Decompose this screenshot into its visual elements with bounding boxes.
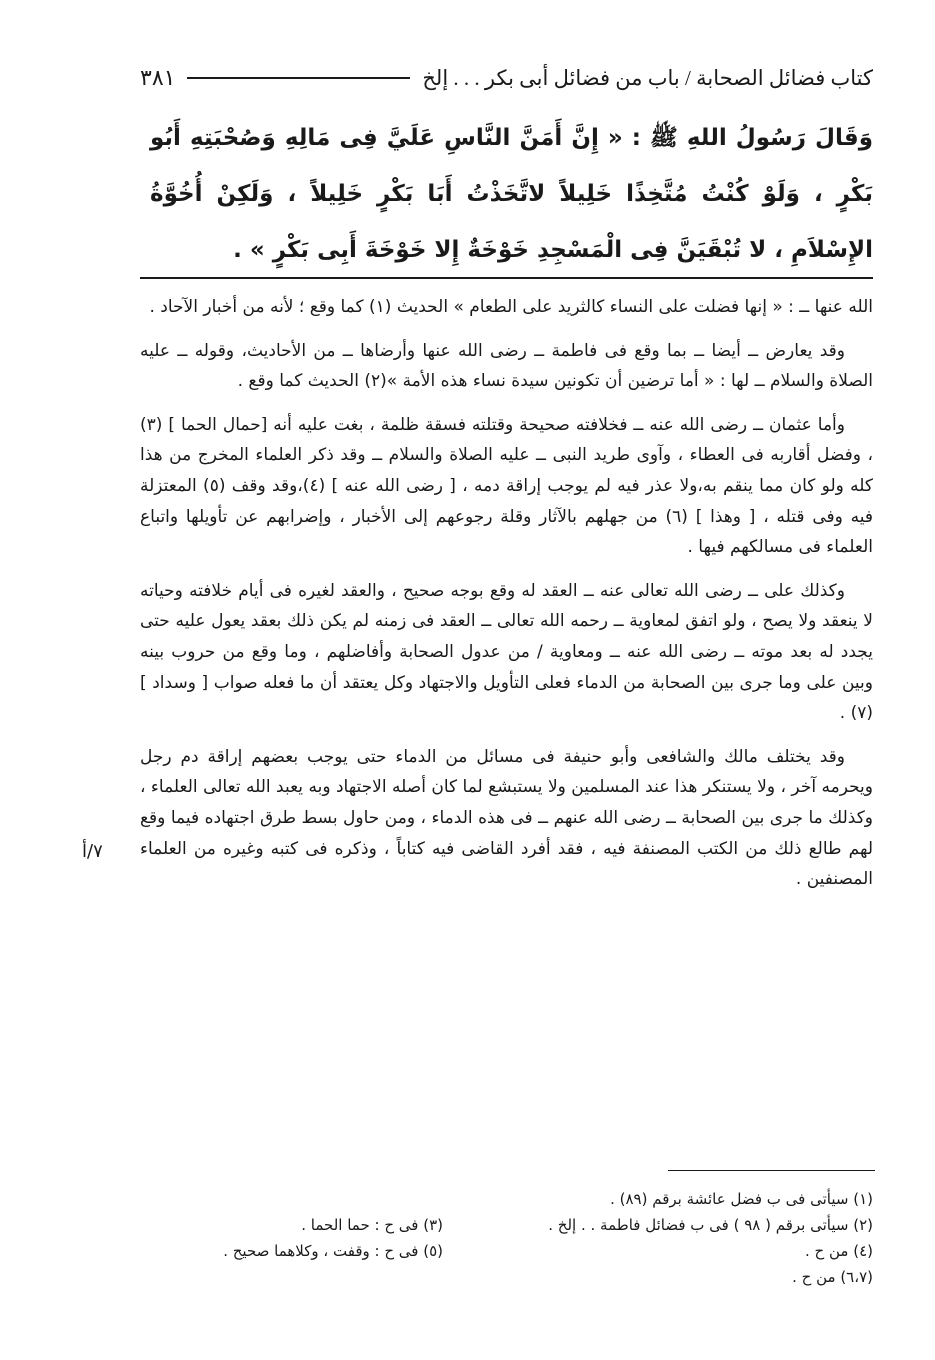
footnote: (١) سيأتى فى ب فضل عائشة برقم (٨٩) .	[610, 1190, 873, 1208]
footnote: (٣) فى ح : حما الحما .	[301, 1216, 443, 1234]
footnotes-column-right	[513, 1186, 873, 1290]
commentary-body	[140, 292, 873, 908]
footnote: (٤) من ح .	[805, 1242, 873, 1260]
footnote: (٦،٧) من ح .	[792, 1268, 873, 1286]
page-number: ٣٨١	[140, 65, 176, 90]
hadith-text: وَقَالَ رَسُولُ اللهِ ﷺ : « إِنَّ أَمَنَّ النَّاسِ عَلَيَّ فِى مَالِهِ وَصُحْبَتِهِ أَبُو بَكْرٍ ، وَلَوْ كُنْتُ مُتَّخِذًا خَلِيلاً لاتَّخَذْتُ أَبَا بَكْرٍ خَلِيلاً ، وَلَكِنْ أُخُوَّةُ الإِسْلاَمِ ، لا تُبْقَيَنَّ فِى الْمَسْجِدِ خَوْخَةٌ إِلا خَوْخَةَ أَبِى بَكْرٍ » .	[150, 125, 873, 263]
footnote-rule	[668, 1170, 875, 1171]
paragraph: وقد يعارض ــ أيضا ــ بما وقع فى فاطمة ــ رضى الله عنها وأرضاها ــ من الأحاديث، وقوله ــ عليه الصلاة والسلام ــ لها : « أما ترضين أن تكونين سيدة نساء هذه الأمة »(٢) الحديث كما وقع .	[140, 340, 873, 392]
footnote: (٥) فى ح : وقفت ، وكلاهما صحيح .	[223, 1242, 443, 1260]
paragraph: وكذلك على ــ رضى الله تعالى عنه ــ العقد له وقع بوجه صحيح ، والعقد لغيره فى أيام خلافته وحياته لا ينعقد ولا يصح ، ولو اتفق لمعاوية ــ رحمه الله تعالى ــ العقد فى زمنه لم يكن ذلك بعقد يعول عليه حتى يجدد له بعد موته ــ رضى الله عنه ــ ومعاوية / من عدول الصحابة وأفاضلهم ، وما وقع من حروب بينه وبين على وما جرى بين الصحابة من الدماء فعلى التأويل والاجتهاد وكل يعتقد أن ما فعله صواب [ وسداد ] (٧) .	[140, 580, 873, 724]
paragraph: الله عنها ــ : « إنها فضلت على النساء كالثريد على الطعام » الحديث (١) كما وقع ؛ لأنه من أخبار الآحاد .	[149, 297, 873, 317]
footnotes	[140, 1186, 873, 1316]
header-rule	[187, 77, 410, 79]
footnotes-column-left	[138, 1186, 443, 1264]
footnote: (٢) سيأتى برقم ( ٩٨ ) فى ب فضائل فاطمة . . إلخ .	[548, 1216, 873, 1234]
paragraph: وقد يختلف مالك والشافعى وأبو حنيفة فى مسائل من الدماء حتى يوجب بعضهم إراقة دم رجل ويحرمه آخر ، ولا يستنكر هذا عند المسلمين ولا يستبشع لما كان أصله الاجتهاد وبه يعبد الله تعالى العلماء ، وكذلك ما جرى بين الصحابة ــ رضى الله عنهم ــ فى هذه الدماء ، ومن حاول بسط طرق اجتهاده فيما وقع لهم طالع ذلك من الكتب المصنفة فيه ، فقد أفرد القاضى فيه كتاباً ، وذكره فى كتبه وغيره من العلماء المصنفين .	[140, 746, 873, 890]
section-divider	[140, 277, 873, 279]
running-header	[140, 58, 873, 98]
manuscript-folio-note: ٧/أ	[82, 841, 103, 862]
paragraph: وأما عثمان ــ رضى الله عنه ــ فخلافته صحيحة وقتلته فسقة ظلمة ، بغت عليه أنه [حمال الحما ] (٣) ، وفضل أقاربه فى العطاء ، وآوى طريد النبى ــ عليه الصلاة والسلام ــ وقد ذكر العلماء المخرج من هذا كله ولو كان مما ينقم به،ولا عذر فيه لم يوجب إراقة دمه ، [ رضى الله عنه ] (٤)،وقد وقف (٥) المعتزلة فيه وفى قتله ، [ وهذا ] (٦) من جهلهم بالآثار وقلة رجوعهم إلى الأخبار ، وإضرابهم عن تأويلها واتباع العلماء فى مسالكهم فيها .	[140, 414, 874, 558]
chapter-title: كتاب فضائل الصحابة / باب من فضائل أبى بكر . . . إلخ	[422, 65, 873, 90]
